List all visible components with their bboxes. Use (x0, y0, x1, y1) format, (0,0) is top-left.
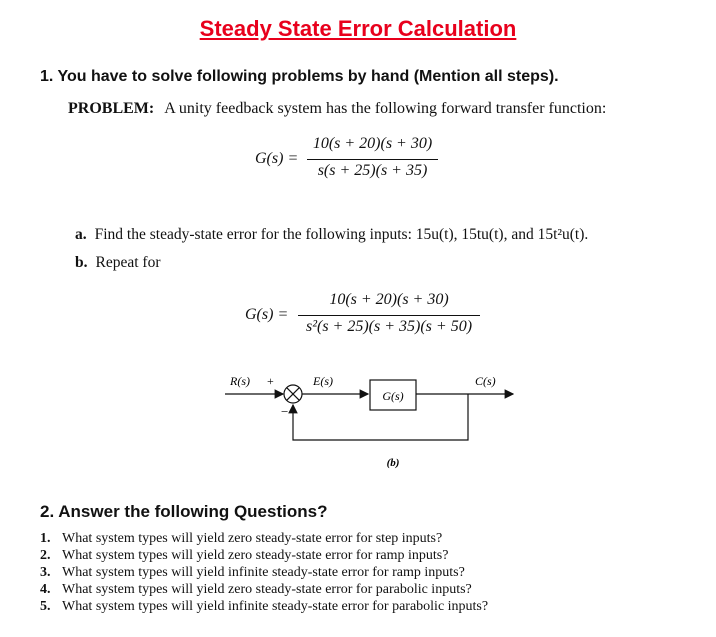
question-number: 5. (40, 599, 51, 614)
equation-1-lhs: G(s) = (255, 150, 299, 167)
question-text: What system types will yield infinite steady-state error for ramp inputs? (62, 565, 465, 580)
equation-2-numerator: 10(s + 20)(s + 30) (329, 291, 449, 308)
question-list (40, 530, 488, 615)
equation-1-numerator: 10(s + 20)(s + 30) (312, 135, 433, 152)
problem-text: A unity feedback system has the following forward transfer function: (164, 100, 607, 117)
list-item (40, 530, 488, 547)
list-item (40, 581, 488, 598)
input-label: R(s) (230, 374, 250, 388)
plus-sign: + (267, 374, 274, 388)
block-diagram (225, 372, 525, 472)
equation-2-denominator: s²(s + 25)(s + 35)(s + 50) (305, 318, 473, 335)
part-b-text: Repeat for (95, 254, 161, 271)
page-title: Steady State Error Calculation (199, 16, 517, 41)
section1-heading: 1. You have to solve following problems by hand (Mention all steps). (40, 68, 559, 85)
diagram-caption: (b) (386, 457, 400, 469)
equation-2-fraction-bar (298, 315, 480, 316)
part-b-label: b. (75, 254, 88, 271)
section2-heading: 2. Answer the following Questions? (40, 502, 328, 521)
list-item (40, 598, 488, 615)
minus-sign: − (281, 404, 289, 419)
question-text: What system types will yield zero steady-state error for step inputs? (62, 531, 443, 546)
problem-label: PROBLEM: (68, 100, 155, 117)
list-item (40, 547, 488, 564)
error-label: E(s) (313, 374, 333, 388)
question-number: 2. (40, 548, 51, 563)
output-label: C(s) (475, 374, 496, 388)
part-a-text: Find the steady-state error for the following inputs: 15u(t), 15tu(t), and 15t²u(t). (94, 226, 589, 243)
equation-2-lhs: G(s) = (245, 306, 289, 323)
question-number: 4. (40, 582, 51, 597)
list-item (40, 564, 488, 581)
block-label: G(s) (382, 389, 404, 403)
question-number: 3. (40, 565, 51, 580)
question-text: What system types will yield zero steady-state error for parabolic inputs? (62, 582, 472, 597)
question-number: 1. (40, 531, 51, 546)
equation-1-denominator: s(s + 25)(s + 35) (317, 162, 428, 179)
part-a-label: a. (75, 226, 87, 243)
question-text: What system types will yield zero steady-state error for ramp inputs? (62, 548, 449, 563)
summing-junction (284, 385, 302, 403)
question-text: What system types will yield infinite steady-state error for parabolic inputs? (62, 599, 489, 614)
